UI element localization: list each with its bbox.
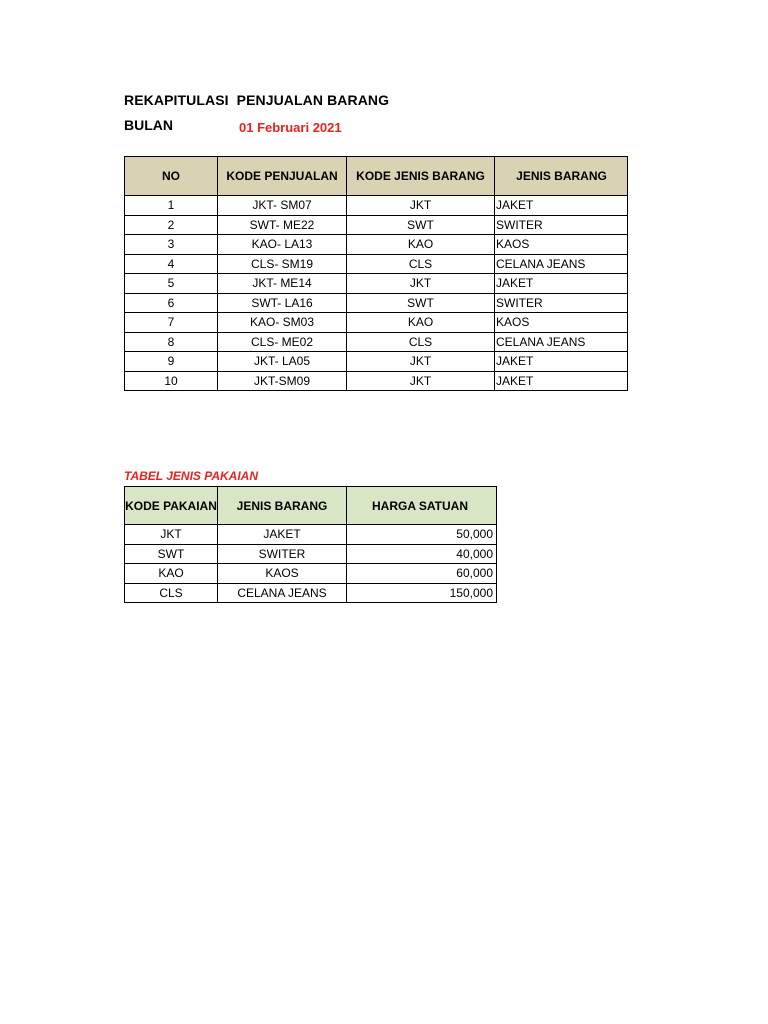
cell-kode-jenis-barang: JKT <box>347 371 495 391</box>
cell-kode-penjualan: CLS- ME02 <box>218 332 347 352</box>
table-row <box>125 313 628 333</box>
price-table <box>124 486 497 603</box>
cell-kode-penjualan: JKT- SM07 <box>218 196 347 216</box>
cell-kode-jenis-barang: KAO <box>347 235 495 255</box>
page-title: REKAPITULASI PENJUALAN BARANG <box>124 92 390 108</box>
column-header-kode-jenis-barang: KODE JENIS BARANG <box>347 157 495 196</box>
table-header-row <box>125 157 628 196</box>
table-row <box>125 196 628 216</box>
cell-kode-penjualan: JKT- LA05 <box>218 352 347 372</box>
cell-jenis-barang: JAKET <box>495 352 628 372</box>
cell-kode-pakaian: SWT <box>125 544 218 564</box>
cell-no: 1 <box>125 196 218 216</box>
table-row <box>125 352 628 372</box>
cell-jenis-barang: JAKET <box>218 525 347 545</box>
price-table-title: TABEL JENIS PAKAIAN <box>124 469 259 483</box>
cell-kode-penjualan: SWT- ME22 <box>218 215 347 235</box>
cell-no: 10 <box>125 371 218 391</box>
column-header-kode-pakaian: KODE PAKAIAN <box>125 487 218 525</box>
cell-no: 9 <box>125 352 218 372</box>
cell-kode-penjualan: JKT- ME14 <box>218 274 347 294</box>
column-header-jenis-barang: JENIS BARANG <box>218 487 347 525</box>
cell-kode-jenis-barang: SWT <box>347 215 495 235</box>
cell-harga-satuan: 60,000 <box>347 564 497 584</box>
column-header-jenis-barang: JENIS BARANG <box>495 157 628 196</box>
cell-harga-satuan: 40,000 <box>347 544 497 564</box>
cell-kode-jenis-barang: JKT <box>347 352 495 372</box>
cell-jenis-barang: KAOS <box>495 235 628 255</box>
cell-kode-jenis-barang: SWT <box>347 293 495 313</box>
cell-jenis-barang: JAKET <box>495 371 628 391</box>
cell-jenis-barang: JAKET <box>495 196 628 216</box>
table-row <box>125 274 628 294</box>
column-header-harga-satuan: HARGA SATUAN <box>347 487 497 525</box>
cell-no: 3 <box>125 235 218 255</box>
table-row <box>125 254 628 274</box>
cell-jenis-barang: KAOS <box>218 564 347 584</box>
cell-kode-penjualan: KAO- LA13 <box>218 235 347 255</box>
table-row <box>125 583 497 603</box>
bulan-label: BULAN <box>124 117 173 133</box>
cell-harga-satuan: 50,000 <box>347 525 497 545</box>
cell-kode-jenis-barang: CLS <box>347 254 495 274</box>
cell-harga-satuan: 150,000 <box>347 583 497 603</box>
table-header-row <box>125 487 497 525</box>
table-row <box>125 332 628 352</box>
cell-kode-jenis-barang: JKT <box>347 274 495 294</box>
cell-kode-penjualan: KAO- SM03 <box>218 313 347 333</box>
cell-jenis-barang: SWITER <box>218 544 347 564</box>
table-row <box>125 293 628 313</box>
cell-jenis-barang: CELANA JEANS <box>218 583 347 603</box>
cell-kode-penjualan: JKT-SM09 <box>218 371 347 391</box>
cell-jenis-barang: CELANA JEANS <box>495 254 628 274</box>
table-row <box>125 371 628 391</box>
cell-jenis-barang: SWITER <box>495 215 628 235</box>
table-row <box>125 544 497 564</box>
cell-kode-jenis-barang: JKT <box>347 196 495 216</box>
cell-kode-pakaian: CLS <box>125 583 218 603</box>
cell-kode-pakaian: KAO <box>125 564 218 584</box>
cell-kode-pakaian: JKT <box>125 525 218 545</box>
cell-kode-jenis-barang: KAO <box>347 313 495 333</box>
cell-kode-penjualan: CLS- SM19 <box>218 254 347 274</box>
column-header-kode-penjualan: KODE PENJUALAN <box>218 157 347 196</box>
cell-no: 7 <box>125 313 218 333</box>
cell-no: 5 <box>125 274 218 294</box>
cell-no: 8 <box>125 332 218 352</box>
cell-no: 6 <box>125 293 218 313</box>
cell-kode-penjualan: SWT- LA16 <box>218 293 347 313</box>
cell-jenis-barang: JAKET <box>495 274 628 294</box>
cell-jenis-barang: KAOS <box>495 313 628 333</box>
sales-recap-table <box>124 156 628 391</box>
table-row <box>125 525 497 545</box>
table-row <box>125 235 628 255</box>
column-header-no: NO <box>125 157 218 196</box>
cell-jenis-barang: SWITER <box>495 293 628 313</box>
table-row <box>125 215 628 235</box>
cell-kode-jenis-barang: CLS <box>347 332 495 352</box>
table-row <box>125 564 497 584</box>
cell-no: 2 <box>125 215 218 235</box>
cell-no: 4 <box>125 254 218 274</box>
bulan-value: 01 Februari 2021 <box>239 120 342 135</box>
cell-jenis-barang: CELANA JEANS <box>495 332 628 352</box>
